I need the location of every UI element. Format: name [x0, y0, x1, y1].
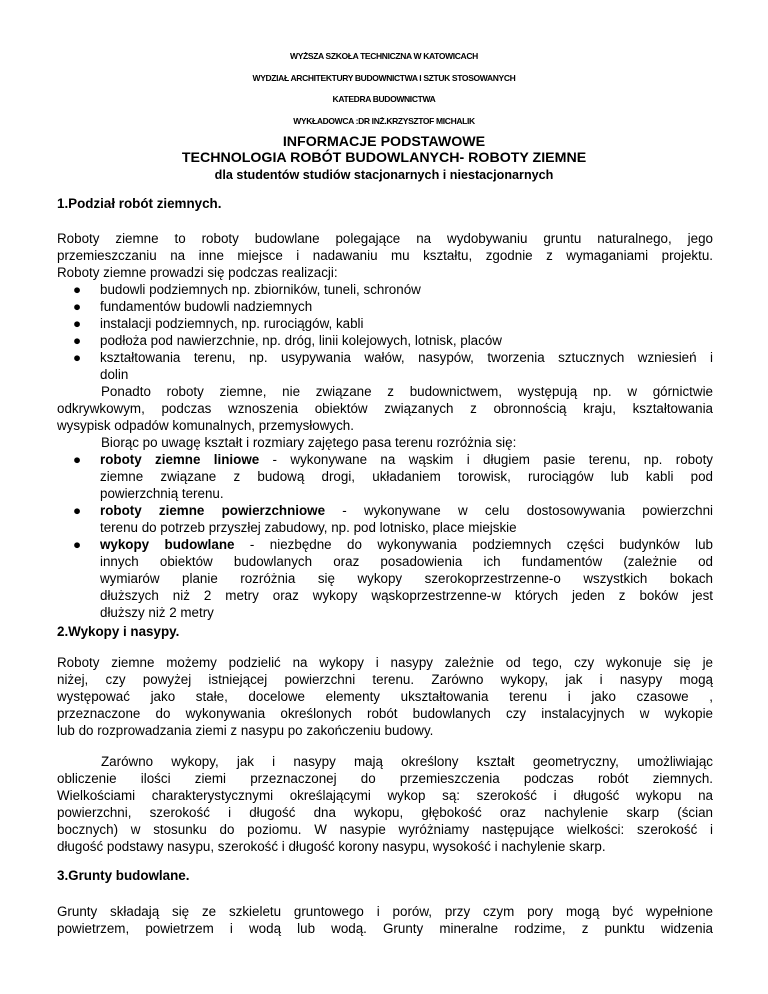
text-line: Grunty składają się ze szkieletu gruntowego i porów, przy czym pory mogą być wypełnione — [57, 904, 713, 919]
text-line: powietrzem, powietrzem i wodą lub wodą. Grunty mineralne rodzime, z punktu widzenia — [57, 921, 713, 936]
list-item: ● kształtowania terenu, np. usypywania wałów, nasypów, tworzenia sztucznych wzniesień i — [73, 350, 713, 365]
text-line: długość podstawy nasypu, szerokość i długość korony nasypu, wysokość i nachylenie skarp. — [57, 839, 606, 854]
text-line: obliczenie ilości ziemi przeznaczonej do przemieszczenia podczas robót ziemnych. — [57, 771, 713, 786]
bullet-icon: ● — [73, 350, 82, 365]
list-item-continuation: terenu do potrzeb przyszłej zabudowy, np. pod lotnisko, place miejskie — [100, 520, 517, 535]
section-1-heading: 1.Podział robót ziemnych. — [57, 196, 222, 211]
title-line-2: TECHNOLOGIA ROBÓT BUDOWLANYCH- ROBOTY ZIEMNE — [181, 150, 587, 166]
list-item: ● wykopy budowlane - niezbędne do wykonywania podziemnych części budynków lub — [73, 537, 713, 552]
text-line: lub do rozprowadzania ziemi z nasypu po zakończeniu budowy. — [57, 723, 434, 738]
text-line: przeznaczone do wykonywania określonych robót budowlanych czy instalacyjnych w wykopie — [57, 706, 713, 721]
bullet-icon: ● — [73, 299, 82, 314]
section-1-body — [57, 230, 713, 621]
text-line: występować jako stałe, docelowe elementy ukształtowania terenu i jako czasowe , — [57, 689, 713, 704]
text-line: wysypisk odpadów komunalnych, przemysłowych. — [57, 418, 354, 433]
bullet-icon: ● — [73, 452, 82, 467]
bullet-icon: ● — [73, 503, 82, 518]
bullet-icon: ● — [73, 537, 82, 552]
list-item: ● budowli podziemnych np. zbiorników, tuneli, schronów — [73, 282, 421, 297]
text-line: Wielkościami charakterystycznymi określającymi wykop są: szerokość i długość wykopu na — [57, 788, 713, 803]
bullet-icon: ● — [73, 333, 82, 348]
text-line: Ponadto roboty ziemne, nie związane z budownictwem, występują np. w górnictwie — [101, 384, 713, 399]
department-name: KATEDRA BUDOWNICTWA — [332, 94, 436, 104]
section-3-para-1 — [57, 903, 713, 937]
text-line: Roboty ziemne prowadzi się podczas realizacji: — [57, 265, 338, 280]
text-line: Roboty ziemne możemy podzielić na wykopy i nasypy zależnie od tego, czy wykonuje się je — [57, 655, 713, 670]
text-line: Biorąc po uwagę kształt i rozmiary zajętego pasa terenu rozróżnia się: — [101, 435, 517, 450]
title-line-1: INFORMACJE PODSTAWOWE — [282, 134, 486, 150]
list-item: ● roboty ziemne liniowe - wykonywane na wąskim i długiem pasie terenu, np. roboty — [73, 452, 713, 467]
bullet-icon: ● — [73, 316, 82, 331]
list-item-continuation: innych obiektów budowlanych oraz posadowienia ich fundamentów (zależnie od — [100, 554, 713, 569]
text-line: niżej, czy powyżej istniejącej powierzchni terenu. Zarówno wykopy, jak i nasypy mogą — [57, 672, 713, 687]
text-line: odkrywkowym, podczas wznoszenia obiektów związanych z obronnością kraju, kształtowania — [57, 401, 713, 416]
list-item-continuation: dłuższych niż 2 metry oraz wykopy wąskoprzestrzenne-w których jeden z boków jest — [100, 588, 713, 603]
list-item-continuation: wymiarów planie rozróżnia się wykopy szerokoprzestrzenne-o wszystkich bokach — [100, 571, 713, 586]
text-line: Roboty ziemne to roboty budowlane polegające na wydobywaniu gruntu naturalnego, jego — [57, 231, 713, 246]
list-item: ● podłoża pod nawierzchnie, np. dróg, linii kolejowych, lotnisk, placów — [73, 333, 502, 348]
faculty-name: WYDZIAŁ ARCHITEKTURY BUDOWNICTWA I SZTUK STOSOWANYCH — [252, 73, 516, 83]
text-line: przemieszczaniu na inne miejsce i nadawaniu mu kształtu, zgodnie z wymaganiami projektu. — [57, 248, 713, 263]
list-item: ● roboty ziemne powierzchniowe - wykonywane w celu dostosowywania powierzchni — [73, 503, 713, 518]
list-item-continuation: dolin — [100, 367, 129, 382]
text-line: powierzchni, szerokość i długość dna wykopu, głębokość oraz nachylenie skarp (ścian — [57, 805, 713, 820]
list-item: ● fundamentów budowli nadziemnych — [73, 299, 313, 314]
list-item-continuation: powierzchnią terenu. — [100, 486, 224, 501]
section-2-para-1 — [57, 654, 713, 739]
term: roboty ziemne powierzchniowe — [100, 503, 326, 518]
list-item-continuation: dłuższy niż 2 metry — [100, 605, 214, 620]
bullet-icon: ● — [73, 282, 82, 297]
list-item: ● instalacji podziemnych, np. rurociągów, kabli — [73, 316, 364, 331]
text-line: Zarówno wykopy, jak i nasypy mają określony kształt geometryczny, umożliwiając — [101, 754, 713, 769]
lecturer-name: WYKŁADOWCA :DR INŻ.KRZYSZTOF MICHALIK — [293, 116, 475, 126]
term: roboty ziemne liniowe — [100, 452, 260, 467]
section-3-heading: 3.Grunty budowlane. — [57, 868, 190, 883]
text-line: bocznych) w stosunku do poziomu. W nasypie wyróżniamy następujące wielkości: szerokość i — [57, 822, 713, 837]
list-item-continuation: ziemne związane z budową drogi, układaniem torowisk, rurociągów lub kabli pod — [100, 469, 713, 484]
section-2-heading: 2.Wykopy i nasypy. — [57, 624, 180, 639]
subtitle: dla studentów studiów stacjonarnych i niestacjonarnych — [214, 168, 554, 182]
school-name: WYŻSZA SZKOŁA TECHNICZNA W KATOWICACH — [290, 51, 478, 61]
term: wykopy budowlane — [100, 537, 235, 552]
section-2-para-2 — [57, 753, 713, 855]
